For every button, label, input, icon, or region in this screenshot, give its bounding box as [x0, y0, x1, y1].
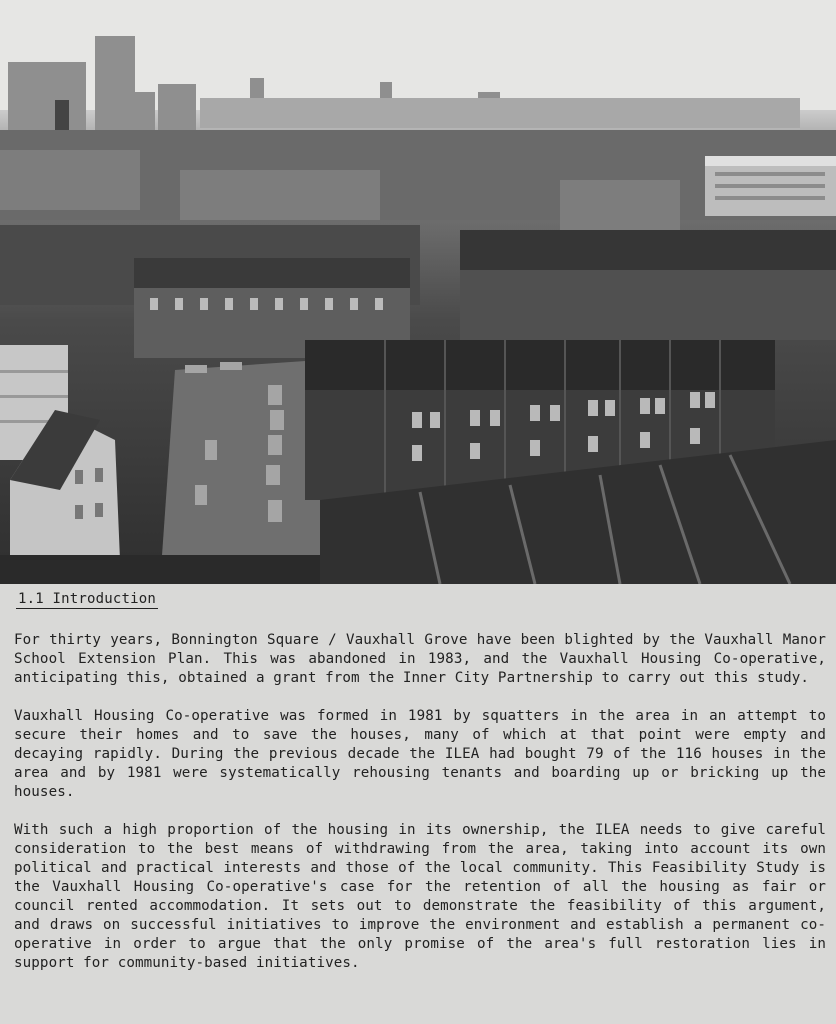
section-heading: 1.1 Introduction: [18, 591, 157, 607]
paragraph-1: For thirty years, Bonnington Square / Vauxhall Grove have been blighted by the Vauxhall Manor School Extension Plan. This was abandoned in 1983, and the Vauxhall Housing Co-operative, anticipating this, obtained a grant from the Inner City Partnership to carry out this study.: [14, 632, 826, 686]
text-section: [14, 588, 826, 973]
paragraph-2: Vauxhall Housing Co-operative was formed in 1981 by squatters in the area in an attempt to secure their homes and to save the houses, many of which at that point were empty and decaying rapidly. During the previous decade the ILEA had bought 79 of the 116 houses in the area and by 1981 were systematically rehousing tenants and boarding up or bricking up the houses.: [14, 708, 826, 800]
paragraph-3: With such a high proportion of the housing in its ownership, the ILEA needs to give careful consideration to the best means of withdrawing from the area, taking into account its own political and practical interests and those of the local community. This Feasibility Study is the Vauxhall Housing Co-operative's case for the retention of all the housing as fair or council rented accommodation. It sets out to demonstrate the feasibility of this argument, and draws on successful initiatives to improve the environment and establish a permanent co-operative in order to argue that the only promise of the area's full restoration lies in support for community-based initiatives.: [14, 822, 826, 971]
